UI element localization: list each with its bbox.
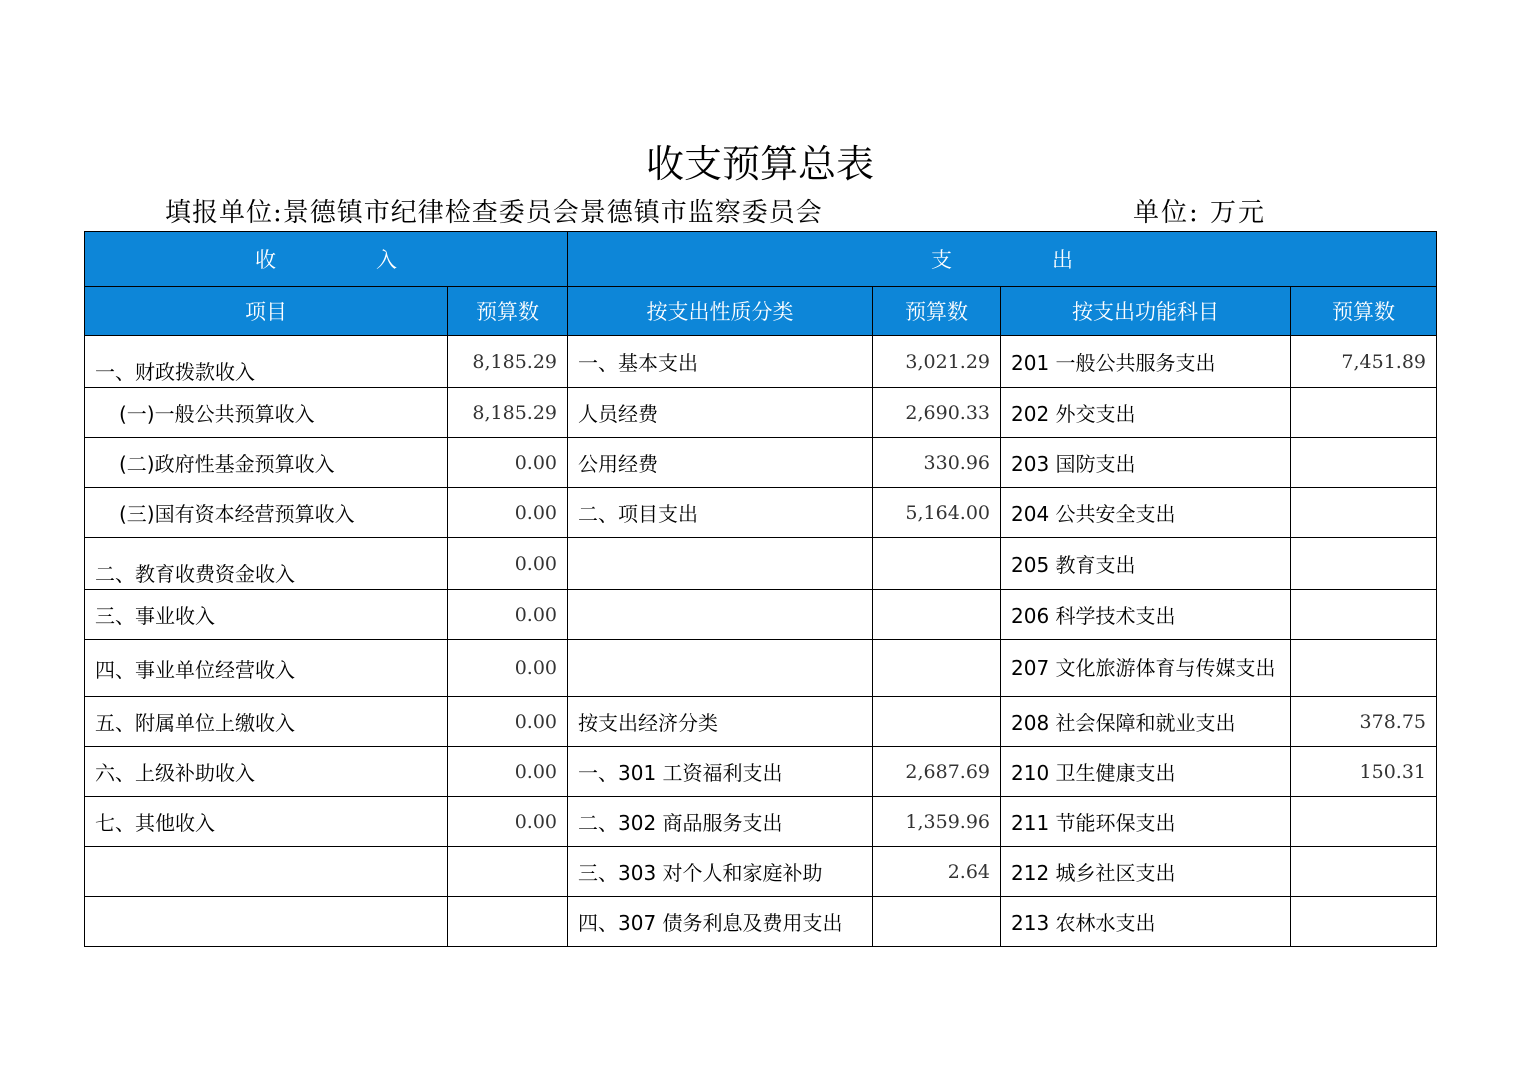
function-value [1291,797,1437,847]
income-value: 0.00 [448,438,568,488]
unit-label: 单位: 万元 [1133,198,1267,228]
table-row [85,538,1437,590]
income-item: 二、教育收费资金收入 [85,538,448,590]
nature-item [568,640,873,697]
nature-item: 人员经费 [568,388,873,438]
table-row [85,897,1437,947]
nature-value: 2,690.33 [873,388,1001,438]
income-value: 0.00 [448,488,568,538]
nature-item: 一、301 工资福利支出 [568,747,873,797]
function-value: 7,451.89 [1291,336,1437,388]
nature-value [873,538,1001,590]
function-value [1291,538,1437,590]
table-row [85,438,1437,488]
function-item: 205 教育支出 [1001,538,1291,590]
function-value: 150.31 [1291,747,1437,797]
table-row [85,747,1437,797]
income-item: (一)一般公共预算收入 [85,388,448,438]
function-item: 210 卫生健康支出 [1001,747,1291,797]
function-item: 212 城乡社区支出 [1001,847,1291,897]
income-value: 8,185.29 [448,336,568,388]
header-row-columns [85,287,1437,336]
table-row [85,640,1437,697]
nature-item: 一、基本支出 [568,336,873,388]
table-row [85,847,1437,897]
income-item [85,897,448,947]
income-item: 一、财政拨款收入 [85,336,448,388]
nature-value: 3,021.29 [873,336,1001,388]
income-item: (三)国有资本经营预算收入 [85,488,448,538]
function-item: 206 科学技术支出 [1001,590,1291,640]
nature-item [568,590,873,640]
table-row [85,797,1437,847]
nature-value: 5,164.00 [873,488,1001,538]
table-row [85,388,1437,438]
nature-item [568,538,873,590]
income-item: 三、事业收入 [85,590,448,640]
col-item-header: 项目 [85,287,448,336]
nature-value: 1,359.96 [873,797,1001,847]
function-value: 378.75 [1291,697,1437,747]
income-value [448,847,568,897]
nature-value: 2.64 [873,847,1001,897]
table-row [85,590,1437,640]
header-row-top [85,232,1437,287]
function-item: 213 农林水支出 [1001,897,1291,947]
income-value: 0.00 [448,797,568,847]
nature-value: 2,687.69 [873,747,1001,797]
income-item: 六、上级补助收入 [85,747,448,797]
nature-item: 公用经费 [568,438,873,488]
income-item: 四、事业单位经营收入 [85,640,448,697]
function-item: 211 节能环保支出 [1001,797,1291,847]
function-item: 207 文化旅游体育与传媒支出 [1001,640,1291,697]
income-item: (二)政府性基金预算收入 [85,438,448,488]
nature-value [873,697,1001,747]
nature-item: 四、307 债务利息及费用支出 [568,897,873,947]
nature-item: 按支出经济分类 [568,697,873,747]
income-value: 8,185.29 [448,388,568,438]
table-row [85,336,1437,388]
nature-value [873,640,1001,697]
col-budget-header: 预算数 [448,287,568,336]
col-budget3-header: 预算数 [1291,287,1437,336]
org-unit-line [165,195,1285,231]
function-item: 203 国防支出 [1001,438,1291,488]
function-value [1291,847,1437,897]
function-value [1291,388,1437,438]
income-value: 0.00 [448,640,568,697]
income-header: 收 入 [85,232,568,287]
org-label: 填报单位:景德镇市纪律检查委员会景德镇市监察委员会 [165,198,823,228]
nature-item: 二、302 商品服务支出 [568,797,873,847]
function-value [1291,640,1437,697]
col-budget2-header: 预算数 [873,287,1001,336]
function-item: 208 社会保障和就业支出 [1001,697,1291,747]
nature-item: 二、项目支出 [568,488,873,538]
function-item: 202 外交支出 [1001,388,1291,438]
table-row [85,488,1437,538]
nature-value [873,590,1001,640]
nature-item: 三、303 对个人和家庭补助 [568,847,873,897]
function-value [1291,897,1437,947]
nature-value [873,897,1001,947]
function-item: 201 一般公共服务支出 [1001,336,1291,388]
nature-value: 330.96 [873,438,1001,488]
function-value [1291,438,1437,488]
income-item: 七、其他收入 [85,797,448,847]
income-value: 0.00 [448,697,568,747]
col-nature-header: 按支出性质分类 [568,287,873,336]
table-row [85,697,1437,747]
income-item: 五、附属单位上缴收入 [85,697,448,747]
income-value: 0.00 [448,590,568,640]
function-value [1291,488,1437,538]
expense-header: 支 出 [568,232,1437,287]
budget-table [84,231,1437,947]
col-function-header: 按支出功能科目 [1001,287,1291,336]
function-value [1291,590,1437,640]
page-title: 收支预算总表 [645,142,874,186]
function-item: 204 公共安全支出 [1001,488,1291,538]
income-value [448,897,568,947]
income-item [85,847,448,897]
income-value: 0.00 [448,538,568,590]
income-value: 0.00 [448,747,568,797]
